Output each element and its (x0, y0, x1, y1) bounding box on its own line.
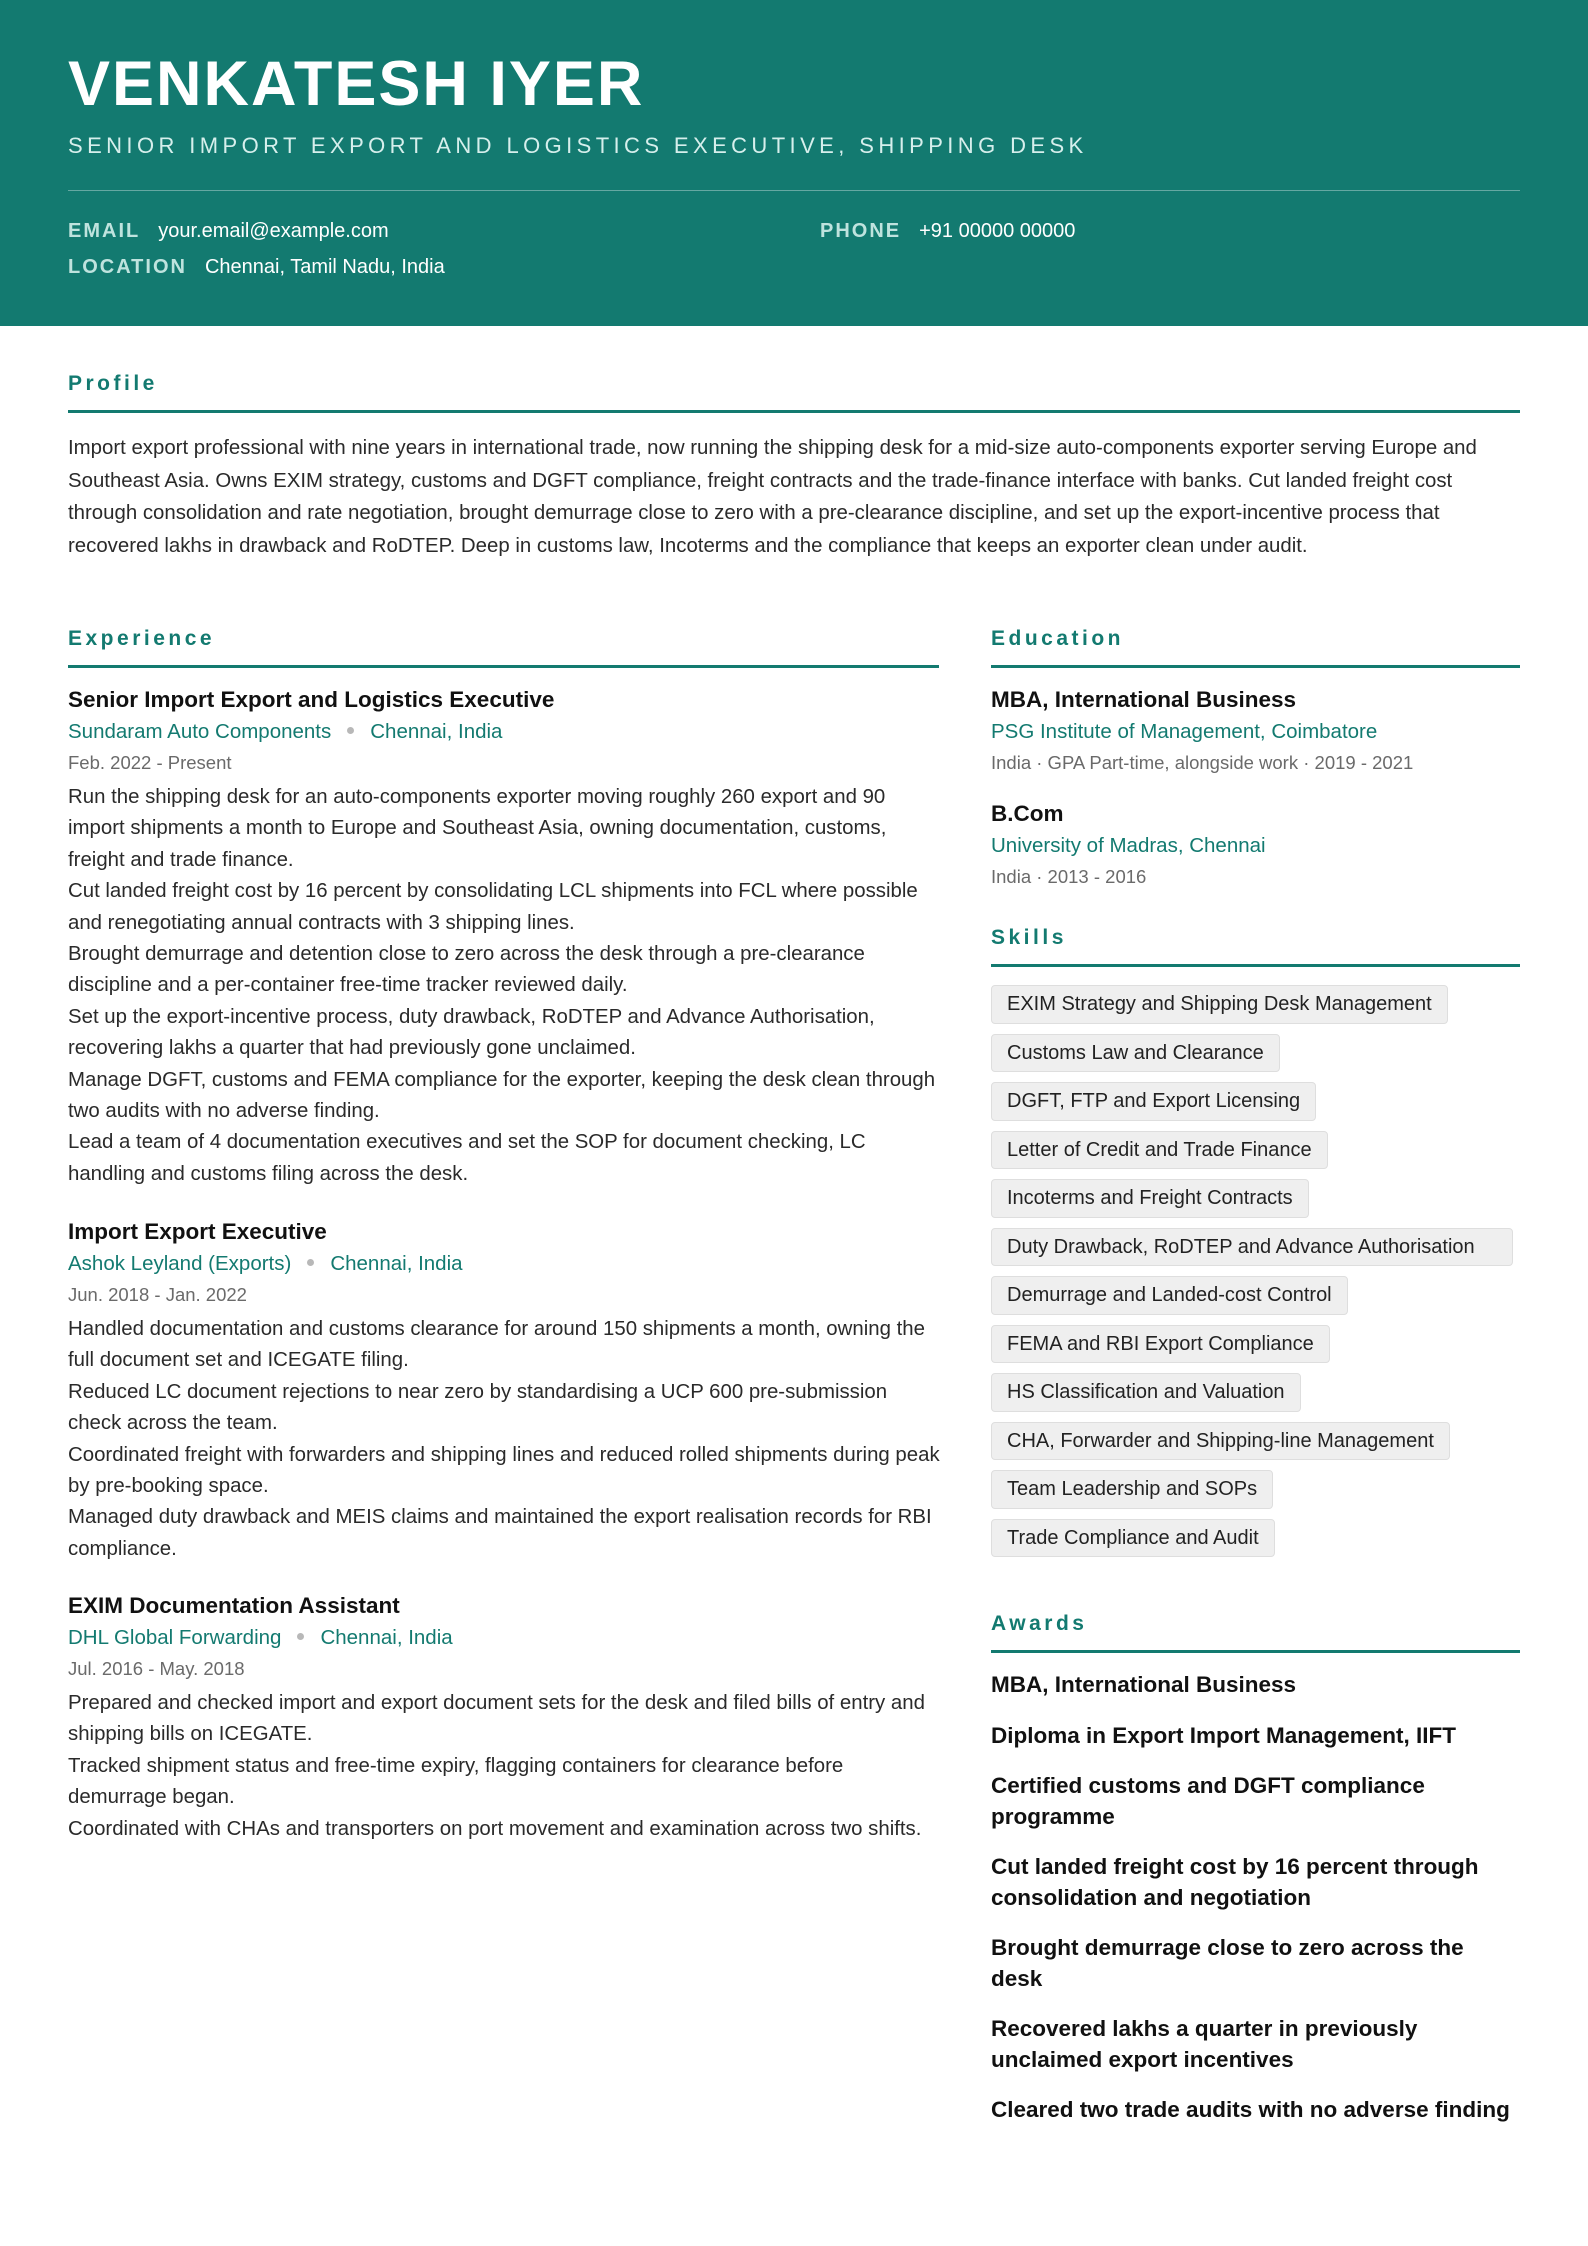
award-item: Certified customs and DGFT compliance programme (991, 1773, 1425, 1829)
job-bullet: Brought demurrage and detention close to zero across the desk through a pre-clearance discipline and a per-container free-time tracker reviewed daily. (68, 943, 865, 997)
job-company: Sundaram Auto Components (68, 720, 332, 743)
job-bullet: Prepared and checked import and export document sets for the desk and filed bills of entry and shipping bills on ICEGATE. (68, 1692, 925, 1746)
phone-value[interactable]: +91 00000 00000 (919, 220, 1076, 242)
job-dates: Feb. 2022 - Present (68, 752, 232, 773)
job-location: Chennai, India (320, 1626, 453, 1649)
job-bullet: Handled documentation and customs clearance for around 150 shipments a month, owning the full document set and ICEGATE filing. (68, 1318, 925, 1372)
resume-header (0, 0, 1588, 326)
job-company: DHL Global Forwarding (68, 1626, 282, 1649)
skill-tag: CHA, Forwarder and Shipping-line Management (991, 1422, 1450, 1461)
job-bullet: Reduced LC document rejections to near zero by standardising a UCP 600 pre-submission check across the team. (68, 1380, 888, 1435)
skill-tag: Duty Drawback, RoDTEP and Advance Authorisation (991, 1228, 1513, 1267)
phone-label: PHONE (820, 220, 902, 242)
awards-rule (991, 1650, 1520, 1653)
awards-list (991, 1670, 1521, 2146)
location-value: Chennai, Tamil Nadu, India (204, 256, 445, 278)
job-title: Senior Import Export and Logistics Executive (68, 687, 555, 712)
job-bullet: Managed duty drawback and MEIS claims and maintained the export realisation records for RBI compliance. (68, 1506, 932, 1560)
profile-rule (68, 410, 1520, 413)
profile-summary: Import export professional with nine years in international trade, now running the shipping desk for a mid-size auto-components exporter serving Europe and Southeast Asia. Owns EXIM strategy, customs and DGFT compliance, freight contracts and the trade-finance interface with banks. Cut landed freight cost through consolidation and rate negotiation, brought demurrage close to zero with a pre-clearance discipline, and set up the export-incentive process that recovered lakhs in drawback and RoDTEP. Deep in customs law, Incoterms and the compliance that keeps an exporter clean under audit. (68, 437, 1477, 557)
contact-email (68, 217, 389, 245)
skills-list (991, 985, 1521, 1567)
job-location: Chennai, India (370, 720, 503, 743)
job-bullet: Lead a team of 4 documentation executives and set the SOP for document checking, LC handling and customs filing across the desk. (68, 1131, 866, 1185)
experience-rule (68, 665, 939, 668)
skill-tag: Letter of Credit and Trade Finance (991, 1131, 1328, 1170)
skill-tag: Trade Compliance and Audit (991, 1519, 1275, 1558)
job-bullet: Manage DGFT, customs and FEMA compliance for the exporter, keeping the desk clean through two audits with no adverse finding. (68, 1068, 936, 1123)
awards-heading: Awards (991, 1612, 1088, 1635)
skills-heading: Skills (991, 926, 1067, 949)
separator-dot-icon (307, 1259, 314, 1266)
job-bullet: Cut landed freight cost by 16 percent by consolidating LCL shipments into FCL where possible and renegotiating annual contracts with 3 shipping lines. (68, 880, 918, 934)
job-dates: Jul. 2016 - May. 2018 (68, 1658, 245, 1679)
contact-phone (820, 217, 1075, 245)
award-item: Brought demurrage close to zero across the desk (991, 1935, 1464, 1991)
experience-heading: Experience (68, 627, 216, 650)
skill-tag: Customs Law and Clearance (991, 1034, 1280, 1073)
education-rule (991, 665, 1520, 668)
education-entry (991, 684, 1521, 778)
skill-tag: FEMA and RBI Export Compliance (991, 1325, 1330, 1364)
award-item: Diploma in Export Import Management, IIFT (991, 1722, 1457, 1748)
award-item: Cut landed freight cost by 16 percent through consolidation and negotiation (991, 1854, 1479, 1910)
job-title: Import Export Executive (68, 1219, 327, 1244)
education-school: University of Madras, Chennai (991, 834, 1266, 857)
separator-dot-icon (347, 727, 354, 734)
education-meta: India · GPA Part-time, alongside work · 2019 - 2021 (991, 752, 1414, 773)
skill-tag: HS Classification and Valuation (991, 1373, 1301, 1412)
award-item: Recovered lakhs a quarter in previously unclaimed export incentives (991, 2016, 1418, 2072)
award-item: Cleared two trade audits with no adverse finding (991, 2097, 1510, 2122)
job-bullet: Coordinated freight with forwarders and shipping lines and reduced rolled shipments during peak by pre-booking space. (68, 1443, 940, 1498)
job-title: EXIM Documentation Assistant (68, 1593, 400, 1618)
job-meta (68, 1622, 940, 1654)
contact-location (68, 253, 445, 281)
job-entry (68, 684, 940, 1190)
education-entry (991, 798, 1521, 892)
job-bullet: Run the shipping desk for an auto-components exporter moving roughly 260 export and 90 import shipments a month to Europe and Southeast Asia, owning documentation, customs, freight and trade finance. (68, 786, 887, 871)
skill-tag: Incoterms and Freight Contracts (991, 1179, 1309, 1218)
header-divider (68, 190, 1520, 191)
email-value[interactable]: your.email@example.com (158, 220, 389, 242)
job-dates: Jun. 2018 - Jan. 2022 (68, 1284, 247, 1305)
job-entry (68, 1590, 940, 1845)
skill-tag: Team Leadership and SOPs (991, 1470, 1273, 1509)
job-entry (68, 1216, 940, 1565)
job-bullet: Tracked shipment status and free-time expiry, flagging containers for clearance before demurrage began. (68, 1754, 844, 1809)
job-bullet: Set up the export-incentive process, duty drawback, RoDTEP and Advance Authorisation, recovering lakhs a quarter that had previously gone unclaimed. (68, 1005, 875, 1060)
education-degree: MBA, International Business (991, 687, 1297, 712)
job-meta (68, 1248, 940, 1280)
email-label: EMAIL (68, 220, 141, 242)
job-company: Ashok Leyland (Exports) (68, 1252, 292, 1275)
award-item: MBA, International Business (991, 1672, 1297, 1697)
profile-heading: Profile (68, 372, 158, 395)
candidate-title: SENIOR IMPORT EXPORT AND LOGISTICS EXECUTIVE, SHIPPING DESK (68, 133, 1088, 158)
location-label: LOCATION (68, 256, 187, 278)
skill-tag: EXIM Strategy and Shipping Desk Management (991, 985, 1448, 1024)
skill-tag: DGFT, FTP and Export Licensing (991, 1082, 1316, 1121)
skills-rule (991, 964, 1520, 967)
job-meta (68, 716, 940, 748)
candidate-name: VENKATESH IYER (68, 49, 645, 119)
job-location: Chennai, India (330, 1252, 463, 1275)
education-school: PSG Institute of Management, Coimbatore (991, 720, 1378, 743)
separator-dot-icon (297, 1633, 304, 1640)
education-degree: B.Com (991, 801, 1064, 826)
skill-tag: Demurrage and Landed-cost Control (991, 1276, 1348, 1315)
job-bullet: Coordinated with CHAs and transporters on port movement and examination across two shifts. (68, 1817, 922, 1840)
education-meta: India · 2013 - 2016 (991, 866, 1147, 887)
education-heading: Education (991, 627, 1125, 650)
